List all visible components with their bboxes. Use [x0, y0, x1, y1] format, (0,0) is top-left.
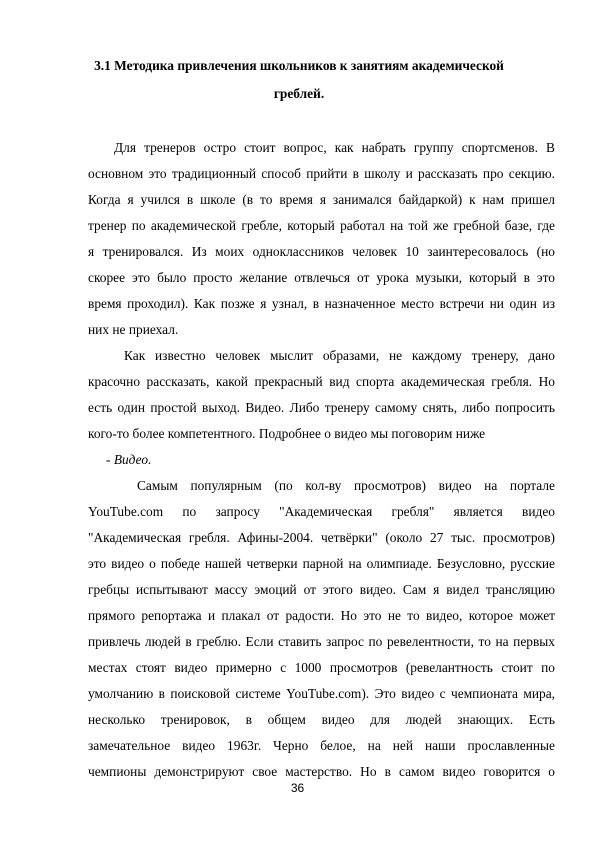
- paragraph-1-line: тренер по академической гребле, который работал на той же гребной базе, где: [88, 218, 555, 233]
- paragraph-1-line: время проходил). Как позже я узнал, в назначенное место встречи ни один из: [88, 296, 555, 311]
- paragraph-3-line: это видео о победе нашей четверки парной на олимпиаде. Безусловно, русские: [88, 556, 555, 571]
- paragraph-2-line: Как известно человек мыслит образами, не каждому тренеру, дано: [124, 348, 555, 363]
- paragraph-1-line: Для тренеров остро стоит вопрос, как набрать группу спортсменов. В: [114, 140, 555, 155]
- paragraph-2-line: красочно рассказать, какой прекрасный вид спорта академическая гребля. Но: [88, 374, 555, 389]
- paragraph-3-line: замечательное видео 1963г. Черно белое, на ней наши прославленные: [88, 738, 555, 753]
- section-title-line-2: греблей.: [273, 86, 325, 101]
- paragraph-3-line: несколько тренировок, в общем видео для людей знающих. Есть: [88, 712, 555, 727]
- list-item: [106, 451, 573, 469]
- section-title-line-1: 3.1 Методика привлечения школьников к занятиям академической: [94, 58, 504, 73]
- paragraph-3-line: чемпионы демонстрируют свое мастерство. Но в самом видео говорится о: [88, 764, 555, 779]
- paragraph-3-line: "Академическая гребля. Афины-2004. четвёрки" (около 27 тыс. просмотров): [88, 530, 555, 545]
- paragraph-3-line: гребцы испытывают массу эмоций от этого видео. Сам я видел трансляцию: [88, 582, 555, 597]
- page-number: 36: [290, 781, 305, 795]
- paragraph-3-line: местах стоят видео примерно с 1000 просмотров (ревелантность стоит по: [88, 660, 555, 675]
- paragraph-3-line: привлечь людей в греблю. Если ставить запрос по ревелентности, то на первых: [88, 634, 555, 649]
- paragraph-2-line: есть один простой выход. Видео. Либо тренеру самому снять, либо попросить: [88, 400, 555, 415]
- paragraph-1-line: я тренировался. Из моих одноклассников человек 10 заинтересовалось (но: [88, 244, 555, 259]
- paragraph-3-line: прямого репортажа и плакал от радости. Но это не то видео, которое может: [88, 608, 555, 623]
- paragraph-2-line: кого-то более компетентного. Подробнее о видео мы поговорим ниже: [88, 426, 486, 441]
- paragraph-3-line: Самым популярным (по кол-ву просмотров) видео на портале: [137, 478, 555, 493]
- list-item-label: Видео.: [113, 452, 152, 467]
- paragraph-1-line: Когда я учился в школе (в то время я занимался байдаркой) к нам пришел: [88, 192, 555, 207]
- paragraph-1-line: скорее это было просто желание отвлечься от урока музыки, который в это: [88, 270, 555, 285]
- paragraph-1-line: них не приехал.: [88, 322, 179, 337]
- paragraph-1-line: основном это традиционный способ прийти в школу и рассказать про секцию.: [88, 166, 555, 181]
- list-dash: -: [106, 452, 114, 467]
- paragraph-3-line: умолчанию в поисковой системе YouTube.com). Это видео с чемпионата мира,: [88, 686, 555, 701]
- paragraph-3-line: YouTube.com по запросу "Академическая гребля" является видео: [88, 504, 555, 519]
